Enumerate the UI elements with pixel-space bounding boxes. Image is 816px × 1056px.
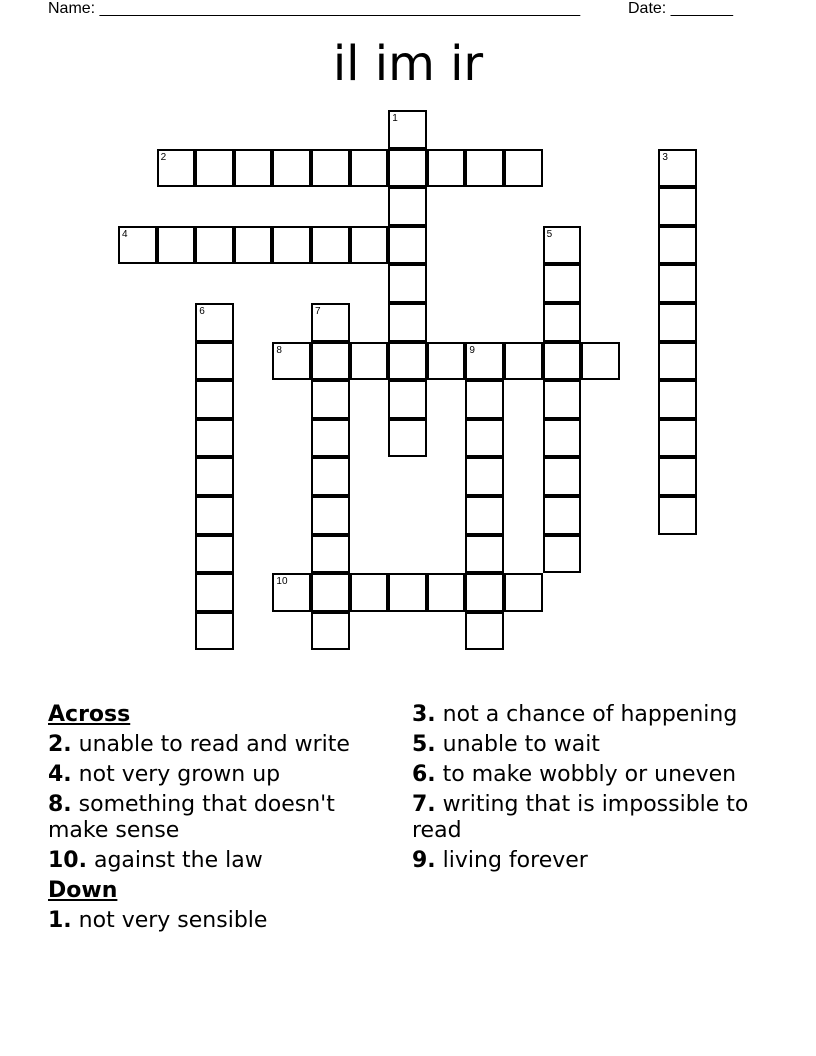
grid-cell[interactable]: [311, 419, 350, 458]
grid-cell[interactable]: [465, 573, 504, 612]
grid-cell[interactable]: [311, 342, 350, 381]
clue-column-right: [412, 702, 772, 878]
grid-cell[interactable]: [350, 342, 389, 381]
grid-cell[interactable]: [543, 342, 582, 381]
clue-number: 8.: [48, 792, 72, 817]
grid-cell[interactable]: [311, 612, 350, 651]
clue-down-3: [412, 702, 772, 728]
clue-across-10: [48, 848, 388, 874]
grid-cell[interactable]: [465, 149, 504, 188]
grid-cell[interactable]: [427, 342, 466, 381]
grid-cell[interactable]: [311, 573, 350, 612]
cell-number: 2: [160, 151, 167, 163]
grid-cell[interactable]: [388, 110, 427, 149]
grid-cell[interactable]: [272, 149, 311, 188]
clue-text: against the law: [93, 848, 263, 873]
grid-cell[interactable]: [195, 419, 234, 458]
grid-cell[interactable]: [465, 419, 504, 458]
grid-cell[interactable]: [195, 496, 234, 535]
grid-cell[interactable]: [350, 226, 389, 265]
grid-cell[interactable]: [427, 573, 466, 612]
grid-cell[interactable]: [157, 149, 196, 188]
grid-cell[interactable]: [311, 380, 350, 419]
grid-cell[interactable]: [658, 496, 697, 535]
grid-cell[interactable]: [543, 380, 582, 419]
grid-cell[interactable]: [504, 149, 543, 188]
page-title: il im ir: [332, 36, 484, 92]
grid-cell[interactable]: [543, 226, 582, 265]
clue-column-left: [48, 702, 388, 938]
grid-cell[interactable]: [465, 457, 504, 496]
grid-cell[interactable]: [272, 226, 311, 265]
grid-cell[interactable]: [350, 573, 389, 612]
grid-cell[interactable]: [581, 342, 620, 381]
grid-cell[interactable]: [311, 149, 350, 188]
cell-number: 7: [315, 306, 321, 317]
grid-cell[interactable]: [543, 535, 582, 574]
grid-cell[interactable]: [195, 535, 234, 574]
clue-across-2: [48, 732, 388, 758]
grid-cell[interactable]: [465, 535, 504, 574]
grid-cell[interactable]: [543, 457, 582, 496]
grid-cell[interactable]: [543, 264, 582, 303]
date-field[interactable]: Date: _______: [628, 0, 733, 17]
clue-text: something that doesn't make sense: [48, 792, 335, 843]
grid-cell[interactable]: [272, 573, 311, 612]
grid-cell[interactable]: [658, 149, 697, 188]
grid-cell[interactable]: [311, 535, 350, 574]
grid-cell[interactable]: [195, 380, 234, 419]
clue-number: 6.: [412, 762, 436, 787]
clue-number: 3.: [412, 702, 436, 727]
clue-number: 4.: [48, 762, 72, 787]
cell-number: 5: [546, 228, 553, 240]
grid-cell[interactable]: [157, 226, 196, 265]
grid-cell[interactable]: [311, 457, 350, 496]
clue-down-1: [48, 908, 388, 934]
clue-text: writing that is impossible to read: [412, 792, 749, 843]
clue-text: not very grown up: [78, 762, 281, 787]
grid-cell[interactable]: [388, 149, 427, 188]
grid-cell[interactable]: [388, 264, 427, 303]
clue-text: unable to read and write: [78, 732, 350, 757]
grid-cell[interactable]: [465, 342, 504, 381]
grid-cell[interactable]: [543, 496, 582, 535]
grid-cell[interactable]: [658, 264, 697, 303]
clue-text: living forever: [442, 848, 588, 873]
grid-cell[interactable]: [234, 149, 273, 188]
clue-text: to make wobbly or uneven: [442, 762, 737, 787]
grid-cell[interactable]: [388, 419, 427, 458]
grid-cell[interactable]: [118, 226, 157, 265]
grid-cell[interactable]: [195, 573, 234, 612]
clue-down-7: [412, 792, 772, 844]
clue-number: 2.: [48, 732, 72, 757]
grid-cell[interactable]: [504, 342, 543, 381]
clue-number: 5.: [412, 732, 436, 757]
grid-cell[interactable]: [658, 342, 697, 381]
grid-cell[interactable]: [465, 380, 504, 419]
across-heading: Across: [48, 702, 131, 727]
grid-cell[interactable]: [388, 342, 427, 381]
name-field[interactable]: Name: ______________________________________________________: [48, 0, 581, 17]
grid-cell[interactable]: [195, 612, 234, 651]
cell-number: 4: [122, 228, 128, 240]
cell-number: 6: [199, 306, 205, 317]
grid-cell[interactable]: [465, 612, 504, 651]
cell-number: 3: [662, 151, 668, 163]
down-heading: Down: [48, 878, 118, 903]
cell-number: 10: [276, 576, 288, 588]
grid-cell[interactable]: [234, 226, 273, 265]
clue-down-9: [412, 848, 772, 874]
cell-number: 9: [469, 344, 475, 356]
clue-number: 1.: [48, 908, 72, 933]
grid-cell[interactable]: [350, 149, 389, 188]
grid-cell[interactable]: [543, 419, 582, 458]
clue-down-5: [412, 732, 772, 758]
clue-text: not very sensible: [78, 908, 268, 933]
grid-cell[interactable]: [195, 342, 234, 381]
worksheet-header: [48, 0, 748, 20]
grid-cell[interactable]: [388, 380, 427, 419]
clue-number: 9.: [412, 848, 436, 873]
clue-text: unable to wait: [442, 732, 600, 757]
grid-cell[interactable]: [311, 303, 350, 342]
grid-cell[interactable]: [658, 226, 697, 265]
grid-cell[interactable]: [311, 496, 350, 535]
grid-cell[interactable]: [311, 226, 350, 265]
grid-cell[interactable]: [658, 419, 697, 458]
grid-cell[interactable]: [272, 342, 311, 381]
grid-cell[interactable]: [388, 187, 427, 226]
clue-number: 7.: [412, 792, 436, 817]
grid-cell[interactable]: [504, 573, 543, 612]
grid-cell[interactable]: [388, 226, 427, 265]
clue-number: 10.: [48, 848, 87, 873]
grid-cell[interactable]: [195, 226, 234, 265]
grid-cell[interactable]: [195, 303, 234, 342]
grid-cell[interactable]: [658, 457, 697, 496]
clue-down-6: [412, 762, 772, 788]
clue-across-4: [48, 762, 388, 788]
grid-cell[interactable]: [465, 496, 504, 535]
grid-cell[interactable]: [388, 303, 427, 342]
cell-number: 8: [276, 344, 282, 356]
grid-cell[interactable]: [195, 149, 234, 188]
cell-number: 1: [392, 113, 398, 124]
grid-cell[interactable]: [543, 303, 582, 342]
grid-cell[interactable]: [388, 573, 427, 612]
clue-text: not a chance of happening: [442, 702, 738, 727]
grid-cell[interactable]: [427, 149, 466, 188]
grid-cell[interactable]: [658, 380, 697, 419]
clue-across-8: [48, 792, 388, 844]
grid-cell[interactable]: [658, 187, 697, 226]
grid-cell[interactable]: [195, 457, 234, 496]
grid-cell[interactable]: [658, 303, 697, 342]
